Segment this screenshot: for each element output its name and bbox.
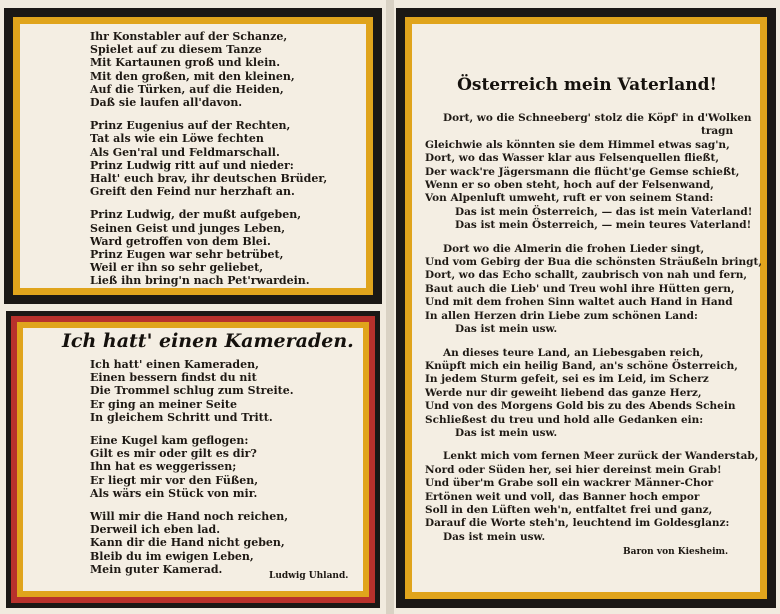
poem-line: Auf die Türken, auf die Heiden, — [90, 82, 284, 96]
poem-line: Prinz Eugenius auf der Rechten, — [90, 119, 291, 133]
poem-line: Als Gen'ral und Feldmarschall. — [90, 145, 280, 159]
poem-line: Von Alpenluft umweht, ruft er von seinem Stand: — [425, 192, 714, 205]
poem-line: Ließ ihn bring'n nach Pet'rwardein. — [90, 274, 310, 288]
poem-line: Werde nur dir geweiht liebend das ganze Herz, — [425, 386, 702, 399]
poem-line: Halt' euch brav, ihr deutschen Brüder, — [90, 172, 328, 186]
poem-line: Daß sie laufen all'davon. — [90, 96, 243, 110]
poem-line: Dort, wo die Schneeberg' stolz die Köpf' in d'Wolken — [443, 112, 752, 124]
poem-line: Ihr Konstabler auf der Schanze, — [90, 30, 288, 43]
author-kiesheim: Baron von Kiesheim. — [623, 547, 729, 557]
poem-line: Mein guter Kamerad. — [90, 562, 223, 576]
poem-oesterreich — [425, 112, 762, 544]
poem-line: Bleib du im ewigen Leben, — [90, 549, 254, 563]
poem-line: Greift den Feind nur herzhaft an. — [90, 185, 295, 199]
poem-line: Dort, wo das Wasser klar aus Felsenquellen fließt, — [425, 152, 720, 165]
poem-line: In jedem Sturm gefeit, sei es im Leid, im Scherz — [425, 373, 709, 386]
poem-line: Weil er ihn so sehr geliebet, — [90, 261, 264, 275]
poem-line: Tat als wie ein Löwe fechten — [90, 132, 264, 146]
poem-line: Ward getroffen von dem Blei. — [90, 234, 271, 248]
poem-line: Das ist mein usw. — [455, 426, 558, 439]
poem-line: Das ist mein Österreich, — mein teures Vaterland! — [455, 219, 752, 232]
poem-line: Gleichwie als könnten sie dem Himmel etwas sag'n, — [425, 138, 730, 151]
poem-line: Prinz Ludwig, der mußt aufgeben, — [90, 208, 302, 222]
poem-konstabler — [90, 30, 327, 288]
poem-line: Ertönen weit und voll, das Banner hoch empor — [425, 490, 700, 503]
poem-line: Knüpft mich ein heilig Band, an's schöne Österreich, — [425, 359, 738, 372]
poem-line: Das ist mein Österreich, — das ist mein Vaterland! — [455, 205, 753, 218]
poem-line: Als wärs ein Stück von mir. — [90, 486, 258, 500]
poem-line: Das ist mein usw. — [455, 323, 558, 336]
poem-kameraden — [90, 358, 294, 576]
poem-line: Soll in den Lüften weh'n, entfaltet frei und ganz, — [425, 503, 713, 516]
poem-line: Ich hatt' einen Kameraden, — [90, 358, 259, 371]
left-page — [0, 0, 386, 614]
kameraden-title: Ich hatt' einen Kameraden. — [62, 330, 354, 352]
author-uhland: Ludwig Uhland. — [269, 571, 349, 581]
poem-line: Er liegt mir vor den Füßen, — [90, 473, 259, 487]
page-fold — [386, 0, 394, 614]
poem-line: Eine Kugel kam geflogen: — [90, 434, 249, 448]
poem-line: In gleichem Schritt und Tritt. — [90, 410, 273, 424]
poem-line: Gilt es mir oder gilt es dir? — [90, 447, 257, 461]
poem-line: Ihn hat es weggerissen; — [90, 460, 237, 474]
poem-line: Mit den großen, mit den kleinen, — [90, 69, 295, 83]
poem-line: Einen bessern findst du nit — [90, 371, 257, 385]
poem-line: Der wack're Jägersmann die flücht'ge Gemse schießt, — [425, 165, 740, 178]
poem-line: Und vom Gebirg der Bua die schönsten Sträußeln bringt, — [425, 256, 762, 269]
poem-line: Und mit dem frohen Sinn waltet auch Hand in Hand — [425, 296, 733, 309]
poem-line: Er ging an meiner Seite — [90, 397, 237, 411]
poem-line: Will mir die Hand noch reichen, — [90, 510, 289, 524]
poem-line: Seinen Geist und junges Leben, — [90, 221, 286, 235]
poem-line: Darauf die Worte steh'n, leuchtend im Goldesglanz: — [425, 517, 730, 530]
poem-line: Baut auch die Lieb' und Treu wohl ihre Hütten gern, — [425, 282, 735, 295]
poem-line: tragn — [701, 125, 734, 138]
poem-line: Lenkt mich vom fernen Meer zurück der Wanderstab, — [443, 450, 759, 463]
poem-line: Und von des Morgens Gold bis zu des Abends Schein — [425, 400, 736, 413]
poem-line: Nord oder Süden her, sei hier dereinst mein Grab! — [425, 463, 722, 476]
poem-line: Das ist mein usw. — [443, 530, 546, 543]
poem-line: Spielet auf zu diesem Tanze — [90, 43, 262, 57]
poem-line: Schließest du treu und hold alle Gedanken ein: — [425, 413, 704, 426]
poem-line: Dort wo die Almerin die frohen Lieder singt, — [443, 242, 705, 255]
poem-line: Derweil ich eben lad. — [90, 523, 221, 537]
poem-line: Mit Kartaunen groß und klein. — [90, 56, 281, 70]
poem-line: Prinz Ludwig ritt auf und nieder: — [90, 158, 294, 172]
right-page — [394, 0, 780, 614]
poem-line: Wenn er so oben steht, hoch auf der Felsenwand, — [425, 179, 714, 192]
poem-line: Kann dir die Hand nicht geben, — [90, 536, 285, 550]
poem-line: Prinz Eugen war sehr betrübet, — [90, 248, 284, 262]
poem-line: In allen Herzen drin Liebe zum schönen Land: — [425, 309, 698, 322]
poem-line: Und über'm Grabe soll ein wackrer Männer-Chor — [425, 477, 714, 490]
poem-line: Die Trommel schlug zum Streite. — [90, 384, 294, 398]
poem-line: Dort, wo das Echo schallt, zaubrisch von nah und fern, — [425, 269, 748, 282]
poem-line: An dieses teure Land, an Liebesgaben reich, — [443, 346, 704, 359]
oesterreich-title: Österreich mein Vaterland! — [457, 75, 717, 95]
